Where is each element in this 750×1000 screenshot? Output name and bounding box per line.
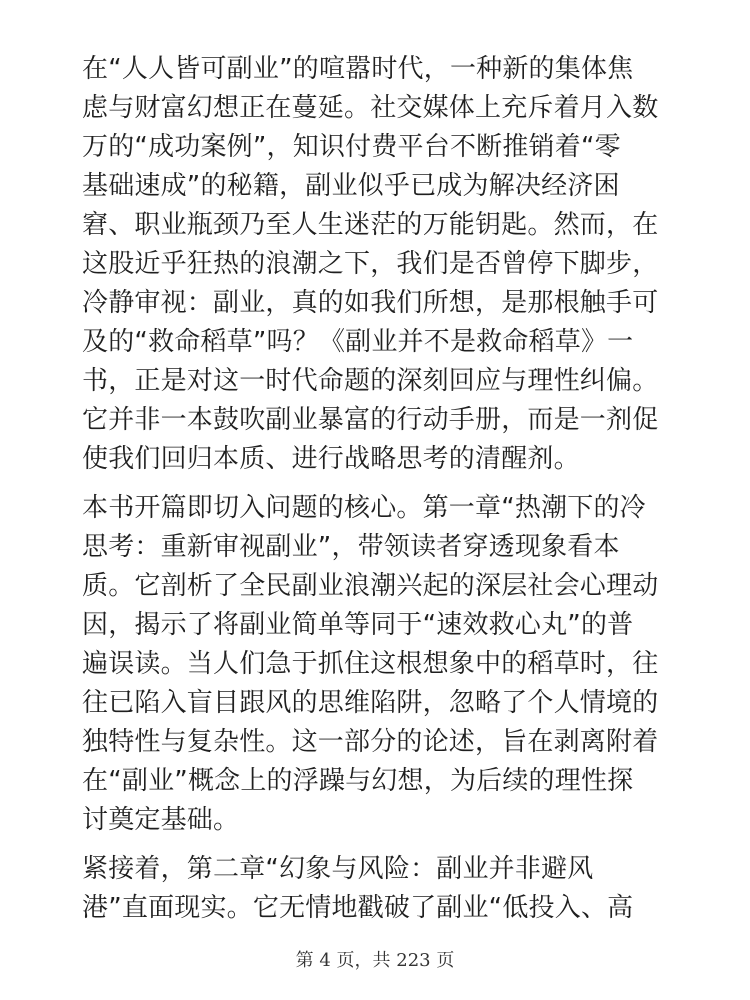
text-line: 在“副业”概念上的浮躁与幻想，为后续的理性探 bbox=[82, 766, 634, 796]
document-body bbox=[82, 50, 672, 928]
text-line: 及的“救命稻草”吗？《副业并不是救命稻草》一 bbox=[82, 327, 634, 357]
text-line: 窘、职业瓶颈乃至人生迷茫的万能钥匙。然而，在 bbox=[82, 210, 659, 240]
paragraph-1 bbox=[82, 50, 672, 479]
text-line: 本书开篇即切入问题的核心。第一章“热潮下的冷 bbox=[82, 493, 646, 523]
text-line: 往已陷入盲目跟风的思维陷阱，忽略了个人情境的 bbox=[82, 688, 659, 718]
text-line: 在“人人皆可副业”的喧嚣时代，一种新的集体焦 bbox=[82, 54, 634, 84]
text-line: 书，正是对这一时代命题的深刻回应与理性纠偏。 bbox=[82, 366, 659, 396]
text-line: 思考：重新审视副业”，带领读者穿透现象看本 bbox=[82, 532, 620, 562]
text-line: 因，揭示了将副业简单等同于“速效救心丸”的普 bbox=[82, 610, 634, 640]
text-line: 讨奠定基础。 bbox=[82, 805, 240, 835]
text-line: 独特性与复杂性。这一部分的论述，旨在剥离附着 bbox=[82, 727, 659, 757]
text-line: 这股近乎狂热的浪潮之下，我们是否曾停下脚步， bbox=[82, 249, 659, 279]
text-line: 遍误读。当人们急于抓住这根想象中的稻草时，往 bbox=[82, 649, 659, 679]
paragraph-3 bbox=[82, 850, 672, 928]
text-line: 它并非一本鼓吹副业暴富的行动手册，而是一剂促 bbox=[82, 405, 659, 435]
text-line: 使我们回归本质、进行战略思考的清醒剂。 bbox=[82, 444, 580, 474]
text-line: 港”直面现实。它无情地戳破了副业“低投入、高 bbox=[82, 893, 634, 923]
text-line: 紧接着，第二章“幻象与风险：副业并非避风 bbox=[82, 854, 594, 884]
text-line: 质。它剖析了全民副业浪潮兴起的深层社会心理动 bbox=[82, 571, 659, 601]
text-line: 基础速成”的秘籍，副业似乎已成为解决经济困 bbox=[82, 171, 620, 201]
text-line: 万的“成功案例”，知识付费平台不断推销着“零 bbox=[82, 132, 621, 162]
paragraph-2 bbox=[82, 489, 672, 840]
page-number-footer: 第 4 页，共 223 页 bbox=[295, 950, 455, 971]
text-line: 冷静审视：副业，真的如我们所想，是那根触手可 bbox=[82, 288, 659, 318]
text-line: 虑与财富幻想正在蔓延。社交媒体上充斥着月入数 bbox=[82, 93, 659, 123]
